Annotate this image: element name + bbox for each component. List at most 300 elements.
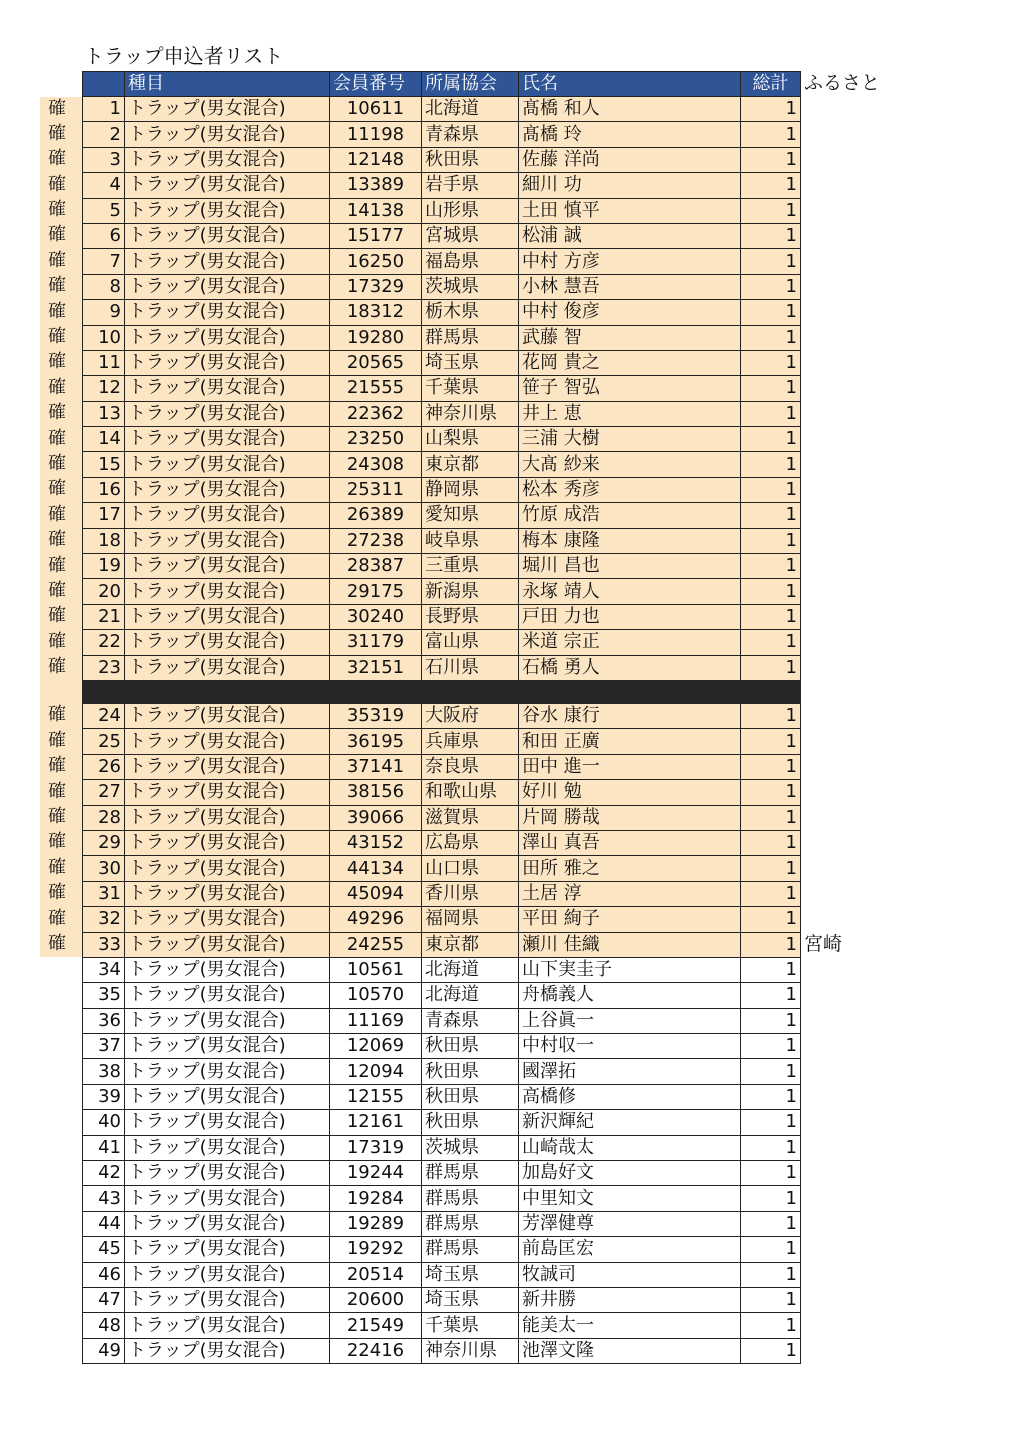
cell-name: 舟橋義人 xyxy=(519,983,741,1008)
cell-member-no: 49296 xyxy=(330,907,422,932)
confirmed-mark: 確 xyxy=(48,503,66,525)
table-row xyxy=(83,1110,801,1135)
confirmed-mark: 確 xyxy=(48,831,66,853)
cell-total: 1 xyxy=(741,1034,801,1059)
cell-association: 千葉県 xyxy=(422,1313,519,1338)
cell-total: 1 xyxy=(741,1008,801,1033)
divider-bar xyxy=(83,680,801,703)
cell-member-no: 44134 xyxy=(330,856,422,881)
cell-no: 13 xyxy=(83,401,125,426)
cell-association: 長野県 xyxy=(422,604,519,629)
cell-total: 1 xyxy=(741,477,801,502)
cell-total: 1 xyxy=(741,805,801,830)
cell-total: 1 xyxy=(741,147,801,172)
confirmed-mark: 確 xyxy=(48,148,66,170)
cell-association: 岐阜県 xyxy=(422,528,519,553)
cell-association: 秋田県 xyxy=(422,1034,519,1059)
cell-name: 上谷眞一 xyxy=(519,1008,741,1033)
table-row xyxy=(83,754,801,779)
cell-member-no: 12094 xyxy=(330,1059,422,1084)
cell-no: 18 xyxy=(83,528,125,553)
cell-member-no: 27238 xyxy=(330,528,422,553)
cell-no: 31 xyxy=(83,881,125,906)
confirmed-mark: 確 xyxy=(48,554,66,576)
header-name: 氏名 xyxy=(519,72,741,97)
cell-event: トラップ(男女混合) xyxy=(125,554,330,579)
cell-event: トラップ(男女混合) xyxy=(125,780,330,805)
cell-name: 池澤文隆 xyxy=(519,1338,741,1363)
cell-total: 1 xyxy=(741,401,801,426)
cell-member-no: 12069 xyxy=(330,1034,422,1059)
cell-member-no: 21549 xyxy=(330,1313,422,1338)
cell-no: 4 xyxy=(83,173,125,198)
table-row xyxy=(83,805,801,830)
cell-event: トラップ(男女混合) xyxy=(125,1034,330,1059)
cell-association: 大阪府 xyxy=(422,703,519,728)
table-row xyxy=(83,1034,801,1059)
cell-no: 43 xyxy=(83,1186,125,1211)
cell-name: 谷水 康行 xyxy=(519,703,741,728)
table-row xyxy=(83,1008,801,1033)
cell-no: 38 xyxy=(83,1059,125,1084)
cell-no: 29 xyxy=(83,830,125,855)
table-row xyxy=(83,630,801,655)
cell-association: 栃木県 xyxy=(422,300,519,325)
cell-total: 1 xyxy=(741,503,801,528)
table-row xyxy=(83,300,801,325)
cell-member-no: 43152 xyxy=(330,830,422,855)
cell-association: 香川県 xyxy=(422,881,519,906)
cell-name: 新沢輝紀 xyxy=(519,1110,741,1135)
cell-event: トラップ(男女混合) xyxy=(125,655,330,680)
cell-name: 松浦 誠 xyxy=(519,223,741,248)
cell-no: 37 xyxy=(83,1034,125,1059)
cell-no: 49 xyxy=(83,1338,125,1363)
cell-member-no: 16250 xyxy=(330,249,422,274)
cell-event: トラップ(男女混合) xyxy=(125,729,330,754)
cell-name: 笹子 智弘 xyxy=(519,376,741,401)
cell-member-no: 19284 xyxy=(330,1186,422,1211)
cell-event: トラップ(男女混合) xyxy=(125,1059,330,1084)
confirmed-mark: 確 xyxy=(48,97,66,119)
header-total: 総計 xyxy=(741,72,801,97)
table-header-row xyxy=(83,72,801,97)
cell-no: 5 xyxy=(83,198,125,223)
table-row xyxy=(83,703,801,728)
cell-association: 石川県 xyxy=(422,655,519,680)
cell-association: 福島県 xyxy=(422,249,519,274)
cell-name: 山下実圭子 xyxy=(519,957,741,982)
cell-no: 42 xyxy=(83,1161,125,1186)
cell-no: 33 xyxy=(83,932,125,957)
cell-name: 竹原 成浩 xyxy=(519,503,741,528)
table-row xyxy=(83,907,801,932)
cell-association: 神奈川県 xyxy=(422,401,519,426)
cell-name: 井上 恵 xyxy=(519,401,741,426)
cell-total: 1 xyxy=(741,427,801,452)
cell-no: 6 xyxy=(83,223,125,248)
cell-member-no: 25311 xyxy=(330,477,422,502)
cell-association: 秋田県 xyxy=(422,1110,519,1135)
cell-member-no: 10570 xyxy=(330,983,422,1008)
cell-no: 25 xyxy=(83,729,125,754)
cell-name: 松本 秀彦 xyxy=(519,477,741,502)
cell-no: 39 xyxy=(83,1084,125,1109)
cell-no: 19 xyxy=(83,554,125,579)
cell-member-no: 39066 xyxy=(330,805,422,830)
table-row xyxy=(83,932,801,957)
cell-name: 小林 慧吾 xyxy=(519,274,741,299)
table-row xyxy=(83,780,801,805)
cell-total: 1 xyxy=(741,325,801,350)
cell-total: 1 xyxy=(741,554,801,579)
header-no xyxy=(83,72,125,97)
cell-association: 埼玉県 xyxy=(422,1287,519,1312)
cell-name: 三浦 大樹 xyxy=(519,427,741,452)
cell-name: 石橋 勇人 xyxy=(519,655,741,680)
table-row xyxy=(83,554,801,579)
confirmed-mark: 確 xyxy=(48,376,66,398)
cell-event: トラップ(男女混合) xyxy=(125,97,330,122)
confirmed-mark: 確 xyxy=(48,907,66,929)
confirmed-mark: 確 xyxy=(48,630,66,652)
cell-name: 永塚 靖人 xyxy=(519,579,741,604)
cell-association: 神奈川県 xyxy=(422,1338,519,1363)
table-row xyxy=(83,1262,801,1287)
cell-total: 1 xyxy=(741,1237,801,1262)
table-row xyxy=(83,223,801,248)
header-event: 種目 xyxy=(125,72,330,97)
cell-total: 1 xyxy=(741,1110,801,1135)
cell-association: 福岡県 xyxy=(422,907,519,932)
confirmed-mark: 確 xyxy=(48,729,66,751)
cell-total: 1 xyxy=(741,122,801,147)
cell-total: 1 xyxy=(741,1313,801,1338)
cell-association: 群馬県 xyxy=(422,1161,519,1186)
cell-name: 牧誠司 xyxy=(519,1262,741,1287)
cell-total: 1 xyxy=(741,1262,801,1287)
cell-no: 11 xyxy=(83,350,125,375)
confirmed-mark: 確 xyxy=(48,402,66,424)
applicant-table xyxy=(82,71,801,1364)
table-row xyxy=(83,830,801,855)
table-row xyxy=(83,856,801,881)
cell-no: 15 xyxy=(83,452,125,477)
cell-association: 青森県 xyxy=(422,122,519,147)
confirmed-mark: 確 xyxy=(48,755,66,777)
cell-name: 高橋修 xyxy=(519,1084,741,1109)
table-row xyxy=(83,1059,801,1084)
table-row xyxy=(83,604,801,629)
cell-association: 北海道 xyxy=(422,983,519,1008)
cell-name: 土居 淳 xyxy=(519,881,741,906)
cell-member-no: 21555 xyxy=(330,376,422,401)
table-row xyxy=(83,579,801,604)
table-row xyxy=(83,1287,801,1312)
cell-total: 1 xyxy=(741,350,801,375)
confirmed-mark: 確 xyxy=(48,199,66,221)
table-row xyxy=(83,1313,801,1338)
cell-event: トラップ(男女混合) xyxy=(125,401,330,426)
cell-event: トラップ(男女混合) xyxy=(125,1287,330,1312)
cell-no: 40 xyxy=(83,1110,125,1135)
cell-association: 北海道 xyxy=(422,97,519,122)
cell-event: トラップ(男女混合) xyxy=(125,579,330,604)
cell-name: 細川 功 xyxy=(519,173,741,198)
confirmed-mark: 確 xyxy=(48,579,66,601)
cell-member-no: 15177 xyxy=(330,223,422,248)
cell-no: 34 xyxy=(83,957,125,982)
table-row xyxy=(83,655,801,680)
cell-association: 三重県 xyxy=(422,554,519,579)
table-row xyxy=(83,1237,801,1262)
cell-event: トラップ(男女混合) xyxy=(125,703,330,728)
cell-event: トラップ(男女混合) xyxy=(125,830,330,855)
cell-event: トラップ(男女混合) xyxy=(125,223,330,248)
cell-event: トラップ(男女混合) xyxy=(125,1008,330,1033)
cell-association: 新潟県 xyxy=(422,579,519,604)
cell-no: 1 xyxy=(83,97,125,122)
confirmed-mark: 確 xyxy=(48,452,66,474)
cell-name: 佐藤 洋尚 xyxy=(519,147,741,172)
cell-name: 山崎哉太 xyxy=(519,1135,741,1160)
table-row xyxy=(83,957,801,982)
cell-association: 千葉県 xyxy=(422,376,519,401)
cell-member-no: 11169 xyxy=(330,1008,422,1033)
cell-event: トラップ(男女混合) xyxy=(125,477,330,502)
cell-total: 1 xyxy=(741,452,801,477)
cell-association: 埼玉県 xyxy=(422,1262,519,1287)
cell-association: 静岡県 xyxy=(422,477,519,502)
cell-member-no: 19292 xyxy=(330,1237,422,1262)
table-row xyxy=(83,729,801,754)
cell-no: 12 xyxy=(83,376,125,401)
cell-total: 1 xyxy=(741,173,801,198)
cell-total: 1 xyxy=(741,780,801,805)
cell-total: 1 xyxy=(741,957,801,982)
confirmed-mark: 確 xyxy=(48,351,66,373)
cell-no: 20 xyxy=(83,579,125,604)
cell-event: トラップ(男女混合) xyxy=(125,907,330,932)
cell-name: 田中 進一 xyxy=(519,754,741,779)
cell-total: 1 xyxy=(741,630,801,655)
cell-event: トラップ(男女混合) xyxy=(125,957,330,982)
cell-event: トラップ(男女混合) xyxy=(125,983,330,1008)
cell-event: トラップ(男女混合) xyxy=(125,1237,330,1262)
cell-name: 花岡 貴之 xyxy=(519,350,741,375)
cell-association: 秋田県 xyxy=(422,147,519,172)
cell-association: 富山県 xyxy=(422,630,519,655)
cell-event: トラップ(男女混合) xyxy=(125,1338,330,1363)
confirmed-mark: 確 xyxy=(48,275,66,297)
cell-name: 澤山 真吾 xyxy=(519,830,741,855)
cell-member-no: 12148 xyxy=(330,147,422,172)
cell-total: 1 xyxy=(741,223,801,248)
cell-total: 1 xyxy=(741,249,801,274)
table-row xyxy=(83,1161,801,1186)
confirmed-mark: 確 xyxy=(48,300,66,322)
cell-association: 滋賀県 xyxy=(422,805,519,830)
table-row xyxy=(83,122,801,147)
cell-total: 1 xyxy=(741,376,801,401)
cell-member-no: 18312 xyxy=(330,300,422,325)
cell-name: 武藤 智 xyxy=(519,325,741,350)
cell-name: 片岡 勝哉 xyxy=(519,805,741,830)
cell-member-no: 32151 xyxy=(330,655,422,680)
cell-association: 群馬県 xyxy=(422,1211,519,1236)
cell-member-no: 14138 xyxy=(330,198,422,223)
cell-name: 戸田 力也 xyxy=(519,604,741,629)
cell-no: 30 xyxy=(83,856,125,881)
cell-member-no: 22362 xyxy=(330,401,422,426)
cell-no: 7 xyxy=(83,249,125,274)
cell-member-no: 24255 xyxy=(330,932,422,957)
cell-name: 中村 方彦 xyxy=(519,249,741,274)
cell-association: 茨城県 xyxy=(422,274,519,299)
cell-event: トラップ(男女混合) xyxy=(125,325,330,350)
cell-member-no: 22416 xyxy=(330,1338,422,1363)
section-divider xyxy=(83,680,801,703)
header-association: 所属協会 xyxy=(422,72,519,97)
cell-total: 1 xyxy=(741,983,801,1008)
cell-member-no: 17329 xyxy=(330,274,422,299)
cell-total: 1 xyxy=(741,274,801,299)
confirmed-mark: 確 xyxy=(48,478,66,500)
cell-member-no: 19280 xyxy=(330,325,422,350)
cell-name: 好川 勉 xyxy=(519,780,741,805)
cell-member-no: 37141 xyxy=(330,754,422,779)
cell-name: 中里知文 xyxy=(519,1186,741,1211)
cell-event: トラップ(男女混合) xyxy=(125,350,330,375)
cell-event: トラップ(男女混合) xyxy=(125,1084,330,1109)
row-side-note: 宮崎 xyxy=(804,933,843,955)
confirmed-mark: 確 xyxy=(48,656,66,678)
table-row xyxy=(83,1338,801,1363)
cell-name: 瀬川 佳織 xyxy=(519,932,741,957)
cell-name: 堀川 昌也 xyxy=(519,554,741,579)
cell-no: 24 xyxy=(83,703,125,728)
cell-member-no: 12161 xyxy=(330,1110,422,1135)
confirmed-mark: 確 xyxy=(48,529,66,551)
cell-no: 10 xyxy=(83,325,125,350)
cell-total: 1 xyxy=(741,604,801,629)
table-row xyxy=(83,325,801,350)
cell-member-no: 10561 xyxy=(330,957,422,982)
table-row xyxy=(83,249,801,274)
cell-member-no: 30240 xyxy=(330,604,422,629)
confirmed-mark: 確 xyxy=(48,427,66,449)
cell-total: 1 xyxy=(741,881,801,906)
cell-event: トラップ(男女混合) xyxy=(125,1110,330,1135)
cell-event: トラップ(男女混合) xyxy=(125,932,330,957)
cell-event: トラップ(男女混合) xyxy=(125,1135,330,1160)
cell-name: 能美太一 xyxy=(519,1313,741,1338)
table-row xyxy=(83,147,801,172)
cell-total: 1 xyxy=(741,1059,801,1084)
cell-association: 奈良県 xyxy=(422,754,519,779)
table-row xyxy=(83,350,801,375)
cell-name: 中村収一 xyxy=(519,1034,741,1059)
cell-association: 山梨県 xyxy=(422,427,519,452)
cell-name: 和田 正廣 xyxy=(519,729,741,754)
cell-name: 梅本 康隆 xyxy=(519,528,741,553)
cell-event: トラップ(男女混合) xyxy=(125,274,330,299)
cell-total: 1 xyxy=(741,830,801,855)
cell-no: 23 xyxy=(83,655,125,680)
cell-association: 茨城県 xyxy=(422,1135,519,1160)
cell-total: 1 xyxy=(741,729,801,754)
cell-member-no: 35319 xyxy=(330,703,422,728)
table-row xyxy=(83,198,801,223)
cell-association: 山形県 xyxy=(422,198,519,223)
cell-total: 1 xyxy=(741,528,801,553)
cell-total: 1 xyxy=(741,655,801,680)
cell-member-no: 23250 xyxy=(330,427,422,452)
confirmed-mark: 確 xyxy=(48,249,66,271)
table-row xyxy=(83,477,801,502)
cell-event: トラップ(男女混合) xyxy=(125,503,330,528)
cell-member-no: 19244 xyxy=(330,1161,422,1186)
cell-no: 48 xyxy=(83,1313,125,1338)
table-row xyxy=(83,983,801,1008)
cell-no: 16 xyxy=(83,477,125,502)
cell-event: トラップ(男女混合) xyxy=(125,122,330,147)
cell-total: 1 xyxy=(741,754,801,779)
cell-member-no: 19289 xyxy=(330,1211,422,1236)
cell-association: 青森県 xyxy=(422,1008,519,1033)
cell-no: 14 xyxy=(83,427,125,452)
confirmed-mark: 確 xyxy=(48,122,66,144)
cell-no: 28 xyxy=(83,805,125,830)
cell-no: 17 xyxy=(83,503,125,528)
cell-no: 35 xyxy=(83,983,125,1008)
cell-association: 秋田県 xyxy=(422,1084,519,1109)
cell-member-no: 20600 xyxy=(330,1287,422,1312)
cell-total: 1 xyxy=(741,1135,801,1160)
cell-association: 群馬県 xyxy=(422,325,519,350)
confirmed-mark: 確 xyxy=(48,806,66,828)
cell-no: 9 xyxy=(83,300,125,325)
table-row xyxy=(83,1186,801,1211)
cell-association: 広島県 xyxy=(422,830,519,855)
cell-event: トラップ(男女混合) xyxy=(125,1186,330,1211)
cell-total: 1 xyxy=(741,1338,801,1363)
table-row xyxy=(83,427,801,452)
table-row xyxy=(83,503,801,528)
table-row xyxy=(83,881,801,906)
cell-member-no: 24308 xyxy=(330,452,422,477)
cell-name: 中村 俊彦 xyxy=(519,300,741,325)
cell-total: 1 xyxy=(741,579,801,604)
cell-event: トラップ(男女混合) xyxy=(125,630,330,655)
cell-event: トラップ(男女混合) xyxy=(125,147,330,172)
cell-total: 1 xyxy=(741,300,801,325)
confirmed-mark: 確 xyxy=(48,173,66,195)
cell-association: 和歌山県 xyxy=(422,780,519,805)
cell-event: トラップ(男女混合) xyxy=(125,376,330,401)
cell-member-no: 36195 xyxy=(330,729,422,754)
cell-total: 1 xyxy=(741,932,801,957)
table-row xyxy=(83,452,801,477)
cell-no: 22 xyxy=(83,630,125,655)
cell-name: 米道 宗正 xyxy=(519,630,741,655)
cell-association: 岩手県 xyxy=(422,173,519,198)
header-member-no: 会員番号 xyxy=(330,72,422,97)
cell-name: 髙橋 和人 xyxy=(519,97,741,122)
cell-event: トラップ(男女混合) xyxy=(125,528,330,553)
cell-member-no: 12155 xyxy=(330,1084,422,1109)
cell-name: 加島好文 xyxy=(519,1161,741,1186)
